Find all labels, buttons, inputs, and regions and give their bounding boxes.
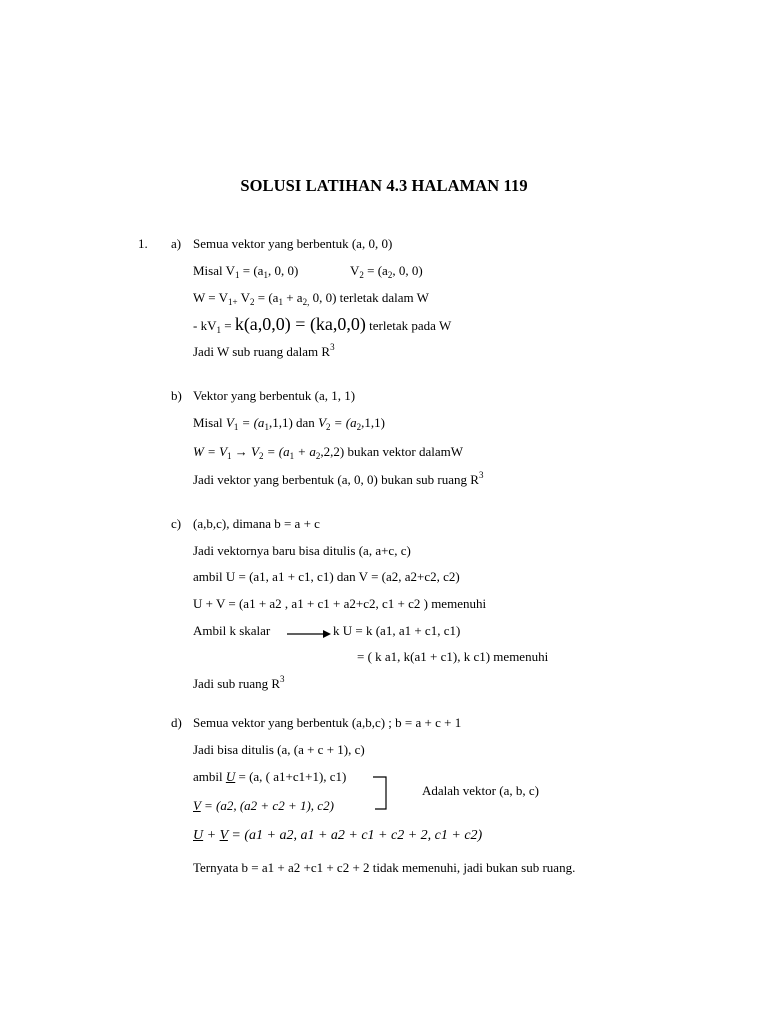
part-a-line-2: Misal $V_1 = (a_1$, 0, 0) [193, 263, 299, 280]
part-d-label: d) [171, 715, 182, 730]
part-b-line-3: $W = V_1 \to V_2 = (a_1 + a_2,2,2)$ bukan vektor dalamW [193, 444, 463, 461]
part-b-line-2: Misal $V_1 = (a_1,1,1)$ dan $V_2 = (a_2,1,1)$ [193, 415, 385, 432]
part-a-label: a) [171, 236, 182, 251]
part-d-line-3: ambil U = (a, ( a1+c1+1), c1) [193, 769, 347, 784]
part-d-line-2: Jadi bisa ditulis (a, (a + c + 1), c) [193, 742, 365, 757]
right-arrow-icon [287, 629, 331, 639]
part-a-line-4: - $kV_1 = k(a,0,0) = (ka,0,0)$ terletak pada W [193, 314, 452, 335]
math-expression: k(a,0,0) = (ka,0,0) [234, 314, 366, 334]
part-c-line-4: U + V = (a1 + a2 , a1 + c1 + a2+c2, c1 + c2 ) memenuhi [193, 596, 487, 611]
part-c-line-1: (a,b,c), dimana b = a + c [193, 516, 320, 531]
right-bracket-icon [373, 776, 387, 810]
part-c-line-3: ambil U = (a1, a1 + c1, c1) dan V = (a2, a2+c2, c2) [193, 569, 460, 584]
side-note: Adalah vektor (a, b, c) [422, 783, 539, 798]
part-c-line-2: Jadi vektornya baru bisa ditulis (a, a+c, c) [193, 543, 411, 558]
part-a-line-2-v2: $V_2 = (a_2$, 0, 0) [350, 263, 423, 280]
part-c-line-5-right: k U = k (a1, a1 + c1, c1) [333, 623, 461, 638]
problem-number: 1. [138, 236, 148, 251]
part-a-line-3: $W = V_{1+}$ $V_2 = (a_1 + a_{2,}$ 0, 0) terletak dalam W [193, 290, 429, 307]
part-c-line-7: Jadi sub ruang $R^3$ [193, 674, 285, 691]
part-c-line-6: = ( k a1, k(a1 + c1), k c1) memenuhi [357, 649, 549, 664]
part-b-line-4: Jadi vektor yang berbentuk (a, 0, 0) bukan sub ruang $R^3$ [193, 470, 484, 487]
part-d-line-4: V = (a2, (a2 + c2 + 1), c2) [193, 798, 334, 813]
part-a-line-1: Semua vektor yang berbentuk (a, 0, 0) [193, 236, 393, 251]
part-c-line-5-left: Ambil k skalar [193, 623, 271, 638]
part-b-line-1: Vektor yang berbentuk (a, 1, 1) [193, 388, 356, 403]
part-d-line-5: U + V = (a1 + a2, a1 + a2 + c1 + c2 + 2, c1 + c2) [193, 828, 483, 843]
page-title: SOLUSI LATIHAN 4.3 HALAMAN 119 [240, 176, 528, 195]
part-b-label: b) [171, 388, 182, 403]
part-a-line-5: Jadi W sub ruang dalam $R^3$ [193, 342, 335, 359]
part-c-label: c) [171, 516, 182, 531]
part-d-line-1: Semua vektor yang berbentuk (a,b,c) ; b = a + c + 1 [193, 715, 462, 730]
part-d-line-6: Ternyata b = a1 + a2 +c1 + c2 + 2 tidak memenuhi, jadi bukan sub ruang. [193, 860, 576, 875]
